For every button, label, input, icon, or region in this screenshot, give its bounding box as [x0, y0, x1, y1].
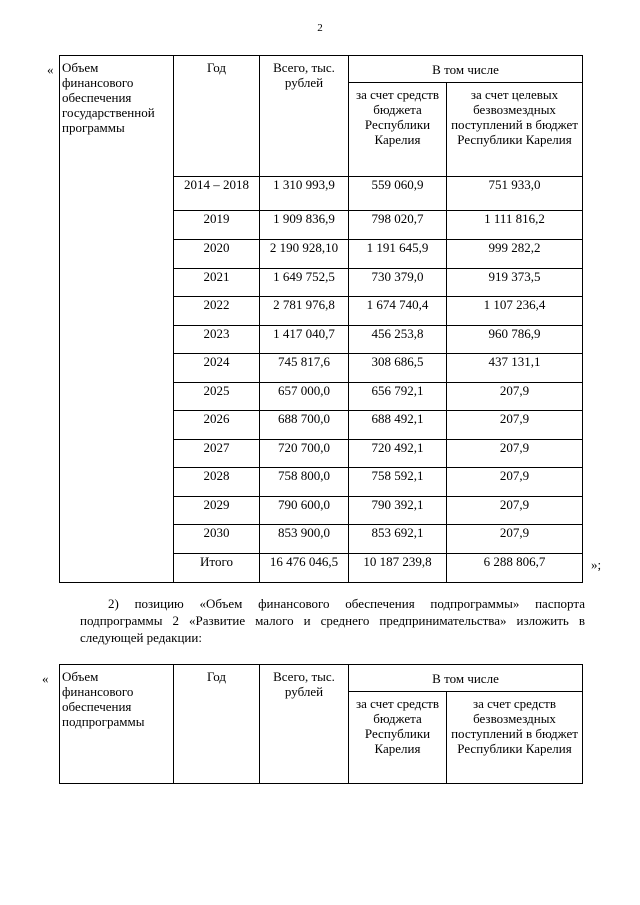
subprogram-financing-table	[59, 664, 583, 784]
year-cell: 2020	[174, 240, 260, 269]
year-cell: 2025	[174, 383, 260, 411]
total-cell: 2 190 928,10	[260, 240, 349, 269]
targeted-cell: 207,9	[447, 411, 583, 440]
total-cell: 720 700,0	[260, 440, 349, 468]
total-cell: 1 649 752,5	[260, 269, 349, 297]
budget-cell: 720 492,1	[349, 440, 447, 468]
budget-cell: 853 692,1	[349, 525, 447, 554]
targeted-cell: 1 107 236,4	[447, 297, 583, 326]
year-cell: 2019	[174, 211, 260, 240]
year-cell: 2027	[174, 440, 260, 468]
targeted-cell: 999 282,2	[447, 240, 583, 269]
total-cell: 1 909 836,9	[260, 211, 349, 240]
year-cell: 2023	[174, 326, 260, 354]
budget-total-cell: 10 187 239,8	[349, 554, 447, 583]
page-number: 2	[317, 22, 323, 34]
header-budget: за счет средств бюджета Республики Карелия	[349, 83, 447, 177]
budget-cell: 559 060,9	[349, 177, 447, 211]
open-quote-2: «	[42, 671, 49, 686]
paragraph-line-2: подпрограммы 2 «Развитие малого и среднего предпринимательства» изложить в	[80, 613, 585, 628]
budget-cell: 1 191 645,9	[349, 240, 447, 269]
header-including: В том числе	[349, 56, 583, 83]
total-label-cell: Итого	[174, 554, 260, 583]
budget-cell: 688 492,1	[349, 411, 447, 440]
year-cell: 2024	[174, 354, 260, 383]
total-cell: 1 417 040,7	[260, 326, 349, 354]
year-cell: 2028	[174, 468, 260, 497]
year-cell: 2014 – 2018	[174, 177, 260, 211]
total-cell: 2 781 976,8	[260, 297, 349, 326]
row-label: Объем финансового обеспечения подпрограммы	[60, 665, 174, 784]
total-cell: 1 310 993,9	[260, 177, 349, 211]
total-cell: 758 800,0	[260, 468, 349, 497]
header-total: Всего, тыс. рублей	[260, 56, 349, 177]
year-cell: 2026	[174, 411, 260, 440]
targeted-cell: 751 933,0	[447, 177, 583, 211]
budget-cell: 308 686,5	[349, 354, 447, 383]
targeted-cell: 960 786,9	[447, 326, 583, 354]
total-cell: 745 817,6	[260, 354, 349, 383]
total-cell: 657 000,0	[260, 383, 349, 411]
year-cell: 2022	[174, 297, 260, 326]
targeted-cell: 207,9	[447, 525, 583, 554]
paragraph-line-1: 2) позицию «Объем финансового обеспечения подпрограммы» паспорта	[108, 596, 585, 611]
budget-cell: 790 392,1	[349, 497, 447, 525]
budget-cell: 1 674 740,4	[349, 297, 447, 326]
targeted-cell: 437 131,1	[447, 354, 583, 383]
header-including: В том числе	[349, 665, 583, 692]
total-cell: 688 700,0	[260, 411, 349, 440]
header-year: Год	[174, 56, 260, 177]
close-quote: »;	[591, 557, 602, 572]
budget-cell: 798 020,7	[349, 211, 447, 240]
budget-cell: 656 792,1	[349, 383, 447, 411]
total-cell: 790 600,0	[260, 497, 349, 525]
year-cell: 2021	[174, 269, 260, 297]
header-budget: за счет средств бюджета Республики Карелия	[349, 692, 447, 784]
year-cell: 2030	[174, 525, 260, 554]
total-cell: 853 900,0	[260, 525, 349, 554]
budget-cell: 456 253,8	[349, 326, 447, 354]
header-total: Всего, тыс. рублей	[260, 665, 349, 784]
targeted-cell: 207,9	[447, 440, 583, 468]
header-targeted: за счет целевых безвозмездных поступлений в бюджет Республики Карелия	[447, 83, 583, 177]
targeted-cell: 1 111 816,2	[447, 211, 583, 240]
paragraph-line-3: следующей редакции:	[80, 630, 202, 645]
budget-cell: 730 379,0	[349, 269, 447, 297]
targeted-cell: 207,9	[447, 497, 583, 525]
amendment-paragraph	[80, 595, 585, 646]
targeted-cell: 207,9	[447, 468, 583, 497]
year-cell: 2029	[174, 497, 260, 525]
targeted-cell: 919 373,5	[447, 269, 583, 297]
header-year: Год	[174, 665, 260, 784]
grand-total-cell: 16 476 046,5	[260, 554, 349, 583]
financing-table	[59, 55, 583, 583]
open-quote: «	[47, 62, 54, 77]
targeted-cell: 207,9	[447, 383, 583, 411]
row-label: Объем финансового обеспечения государственной программы	[60, 56, 174, 583]
budget-cell: 758 592,1	[349, 468, 447, 497]
header-targeted: за счет средств безвозмездных поступлений в бюджет Республики Карелия	[447, 692, 583, 784]
targeted-total-cell: 6 288 806,7	[447, 554, 583, 583]
